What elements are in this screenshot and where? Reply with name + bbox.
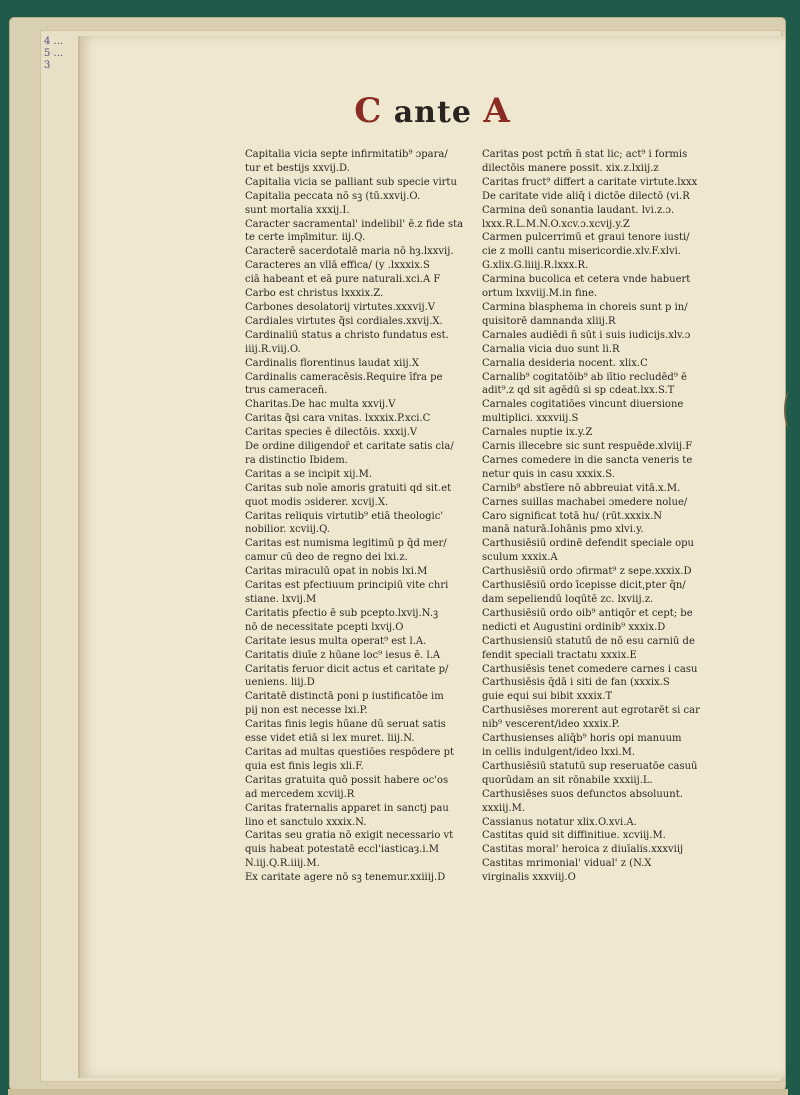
right-column-line: xxxiij.M. — [482, 802, 526, 814]
right-column-line: Carthusienses aliq̄b⁹ horis opi manuum — [482, 733, 682, 745]
right-column-line: nib⁹ vescerent/ideo xxxix.P. — [482, 719, 620, 731]
right-column-line: sculum xxxix.A — [482, 552, 558, 564]
right-column-line: dilectōis manere possit. xix.z.lxiij.z — [482, 162, 659, 174]
left-column-line: Cardinalis cameracēsis.Require īfra pe — [245, 371, 443, 383]
right-column-line: Castitas moral' heroica z diuīalis.xxxviij — [482, 844, 684, 856]
right-column-line: netur quis in casu xxxix.S. — [482, 468, 615, 480]
right-column-line: Caro significat totā hu/ (rūt.xxxix.N — [482, 510, 663, 522]
left-column-line: Caritatis diuīe z hūane loc⁹ iesus ē. l.A — [245, 649, 441, 661]
left-column-line: Caritas est pfectiuum principiū vite chri — [245, 580, 449, 592]
left-column-line: Cardiales virtutes q̃si cordiales.xxvij.X. — [245, 315, 443, 327]
right-column-line: Caritas post pctm̄ n̄ stat lic; act⁹ i formis — [482, 149, 688, 160]
left-column-line: tur et bestijs xxvij.D. — [245, 162, 350, 174]
right-column-line: Carnalia vicia duo sunt li.R — [482, 343, 620, 355]
book-bottom-edge — [8, 1089, 788, 1095]
right-column-line: Carthusiēsiū ordo īcepisse dicit,pter q̄n/ — [482, 580, 686, 592]
left-column-line: Charitas.De hac multa xxvij.V — [245, 399, 396, 411]
left-column-line: Caritas sub noīe amoris gratuiti qd sit.et — [245, 482, 452, 494]
page-curl-mark — [784, 390, 798, 430]
left-column-line: Cardinalis florentinus laudat xiij.X — [245, 357, 419, 369]
right-column-line: Castitas mrimonial' vidual' z (N.X — [482, 858, 652, 870]
right-column-line: lxxx.R.L.M.N.O.xcv.ɔ.xcvij.y.Z — [482, 218, 630, 230]
right-column-line: Carthusiēses suos defunctos absoluunt. — [482, 788, 683, 800]
left-column-line: De ordine diligendor̄ et caritate satis cla/ — [245, 441, 454, 453]
right-column-line: Carmina blasphema in choreis sunt p in/ — [482, 301, 688, 313]
left-column-line: Capitalia peccata nō sꝫ (tū.xxvij.O. — [245, 190, 421, 202]
left-column-line: Caritas species ē dilectōis. xxxij.V — [245, 427, 418, 439]
left-column-line: Caritas est numisma legitimū p q̄d mer/ — [245, 538, 447, 550]
left-column-line: quot modis ɔsiderer. xcvij.X. — [245, 496, 389, 508]
left-column-line: quia est finis legis xli.F. — [245, 760, 364, 772]
left-column-line: Caritas miraculū opat in nobis lxi.M — [245, 566, 428, 578]
right-column-line: cie z molli cantu misericordie.xlv.F.xlvi. — [482, 246, 681, 258]
left-column-line: sunt mortalia xxxij.I. — [245, 204, 350, 216]
right-column-line: in cellis indulgent/ideo lxxi.M. — [482, 746, 636, 758]
left-column-line: ad mercedem xcviij.R — [245, 788, 355, 800]
right-column-line: nedicti et Augustini ordinib⁹ xxxix.D — [482, 621, 666, 633]
right-column-line: Castitas quid sit diffinitiue. xcviij.M. — [482, 830, 666, 842]
heading-letter: A — [483, 91, 511, 131]
right-column-line: Carthusiensiū statutū de nō esu carniū de — [482, 635, 695, 647]
book-page — [78, 36, 785, 1078]
right-column-line: dam sepeliendū loqūtē zc. lxviij.z. — [482, 594, 654, 605]
right-column-line: Caritas fruct⁹ differt a caritate virtute.lxxx — [482, 176, 698, 188]
right-column-line: Carthusiēsiū ordo ɔfirmat⁹ z sepe.xxxix.D — [482, 566, 692, 578]
left-column-line: Carbo est christus lxxxix.Z. — [245, 288, 384, 300]
right-column-line: Carthusiēses morerent aut egrotarēt si car — [482, 705, 700, 717]
left-column-line: nobilior. xcviij.Q. — [245, 524, 330, 536]
right-column-line: Carnales nuptie ix.y.Z — [482, 427, 593, 439]
left-column-line: Caritate iesus multa operat⁹ est l.A. — [245, 635, 427, 647]
right-column-line: Carmina bucolica et cetera vnde habuert — [482, 274, 691, 286]
right-column-line: Carnales audiēdi n̄ sūt i suis iudicijs.xlv.ɔ — [482, 329, 691, 341]
right-column-line: quisitorē damnanda xliij.R — [482, 315, 616, 327]
left-column-line: Carbones desolatorij virtutes.xxxvij.V — [245, 301, 436, 313]
right-column-line: manā naturā.Iohānis pmo xlvi.y. — [482, 524, 644, 536]
left-column-line: nō de necessitate pcepti lxvij.O — [245, 621, 404, 633]
left-column — [245, 148, 480, 885]
heading-word: ante — [393, 95, 472, 130]
left-column-line: stiane. lxvij.M — [245, 594, 317, 605]
right-column-line: Cassianus notatur xlix.O.xvi.A. — [482, 816, 637, 828]
left-column-line: lino et sanctulo xxxix.N. — [245, 816, 367, 828]
left-column-line: ra distinctio Ibidem. — [245, 454, 348, 466]
right-column-line: Carthusiēsis tenet comedere carnes i casu — [482, 663, 698, 675]
left-column-line: quis habeat potestatē eccl'iasticaȝ.i.M — [245, 844, 439, 856]
right-column-line: Carnes suillas machabei ɔmedere nolue/ — [482, 496, 688, 508]
right-column-line: Carnib⁹ abstīere nō abbreuiat vitā.x.M. — [482, 482, 681, 494]
right-column-line: Carthusiēsiū ordo oib⁹ antiqōr et cept; be — [482, 607, 693, 619]
left-column-line: Caritas seu gratia nō exigit necessario vt — [245, 830, 454, 842]
left-column-line: esse videt etiā si lex muret. liij.N. — [245, 733, 415, 745]
left-column-line: Caracteres an vllā effica/ (y .lxxxix.S — [245, 260, 430, 272]
left-column-line: Caritatē distinctā poni p iustificatōe im — [245, 691, 444, 703]
left-column-line: Caritas fraternalis apparet in sanctj pau — [245, 802, 449, 814]
left-column-line: Cardinaliū status a christo fundatus est. — [245, 329, 449, 341]
left-column-line: Ex caritate agere nō sꝫ tenemur.xxiiij.D — [245, 872, 446, 884]
left-column-line: te certe imp͂imitur. iij.Q. — [245, 232, 366, 244]
left-column-line: Caracter sacramental' indelibil' ē.z fide sta — [245, 218, 464, 230]
left-column-line: Capitalia vicia septe infirmitatib⁹ ɔpara/ — [245, 149, 448, 160]
left-column-line: iiij.R.viij.O. — [245, 343, 301, 355]
left-column-line: Caritas q̃si cara vnitas. lxxxix.P.xci.C — [245, 413, 431, 425]
right-column-line: multiplici. xxxviij.S — [482, 413, 579, 425]
right-column-line: Carmina deū sonantia laudant. lvi.z.ɔ. — [482, 204, 675, 216]
right-column-line: Carthusiēsis q̄dā i siti de fan (xxxix.S — [482, 677, 670, 689]
left-column-line: Caritas ad multas questiōes respōdere pt — [245, 746, 455, 758]
left-column-line: camur cū deo de regno dei lxi.z. — [245, 552, 408, 564]
left-column-line: Caritas reliquis virtutib⁹ etiā theologic' — [245, 510, 444, 522]
right-column-line: G.xlix.G.liiij.R.lxxx.R. — [482, 260, 589, 272]
left-column-line: ueniens. liij.D — [245, 677, 315, 689]
left-column-line: Caritatis pfectio ē sub pcepto.lxvij.N.ꝫ — [245, 607, 439, 619]
left-column-line: ciā habeant et eā pure naturali.xci.A F — [245, 274, 441, 286]
right-column-line: guie equi sui bibit xxxix.T — [482, 691, 613, 703]
right-column-line: adit⁹.z qd sit agēdū si sp cdeat.lxx.S.T — [482, 385, 675, 397]
right-column-line: ortum lxxviij.M.in fine. — [482, 288, 598, 300]
heading-initial: C — [354, 91, 383, 131]
left-column-line: Capitalia vicia se palliant sub specie virtu — [245, 176, 457, 188]
left-column-line: Caritas finis legis hūane dū seruat satis — [245, 719, 446, 731]
right-column-line: Carnalia desideria nocent. xlix.C — [482, 357, 648, 369]
right-column-line: Carthusiēsiū ordinē defendit speciale opu — [482, 538, 694, 550]
margin-annotation: 4 ... 5 ... 3 — [44, 36, 64, 71]
left-column-line: pij non est necesse lxi.P. — [245, 705, 368, 717]
right-column-line: Carnes comedere in die sancta veneris te — [482, 454, 693, 466]
right-column-line: virginalis xxxviij.O — [482, 872, 576, 884]
page-heading — [80, 91, 785, 131]
right-column-line: De caritate vide aliq̄ i dictōe dilectō (vi.R — [482, 190, 690, 202]
left-column-line: trus cameracen̄. — [245, 385, 328, 397]
left-column-line: Caracterē sacerdotalē maria nō hȝ.lxxvij. — [245, 246, 454, 258]
right-column-line: Carnales cogitatiōes vincunt diuersione — [482, 399, 684, 411]
right-column-line: quorūdam an sit rōnabile xxxiij.L. — [482, 774, 653, 786]
left-column-line: Caritas a se incipit xij.M. — [245, 468, 373, 480]
right-column-line: Carnalib⁹ cogitatōib⁹ ab iītio recludēd⁹ ē — [482, 371, 687, 383]
left-column-line: N.iij.Q.R.iiij.M. — [245, 858, 320, 870]
right-column — [482, 148, 727, 885]
right-column-line: Carmen pulcerrimū et graui tenore iusti/ — [482, 232, 690, 244]
right-column-line: Carthusiēsiū statutū sup reseruatōe casuū — [482, 760, 698, 772]
right-column-line: Carnis illecebre sic sunt respuēde.xlviij.F — [482, 441, 693, 453]
left-column-line: Caritatis feruor dicit actus et caritate p/ — [245, 663, 449, 675]
left-column-line: Caritas gratuita quō possit habere oc'os — [245, 774, 449, 786]
right-column-line: fendit speciali tractatu xxxix.E — [482, 649, 637, 661]
